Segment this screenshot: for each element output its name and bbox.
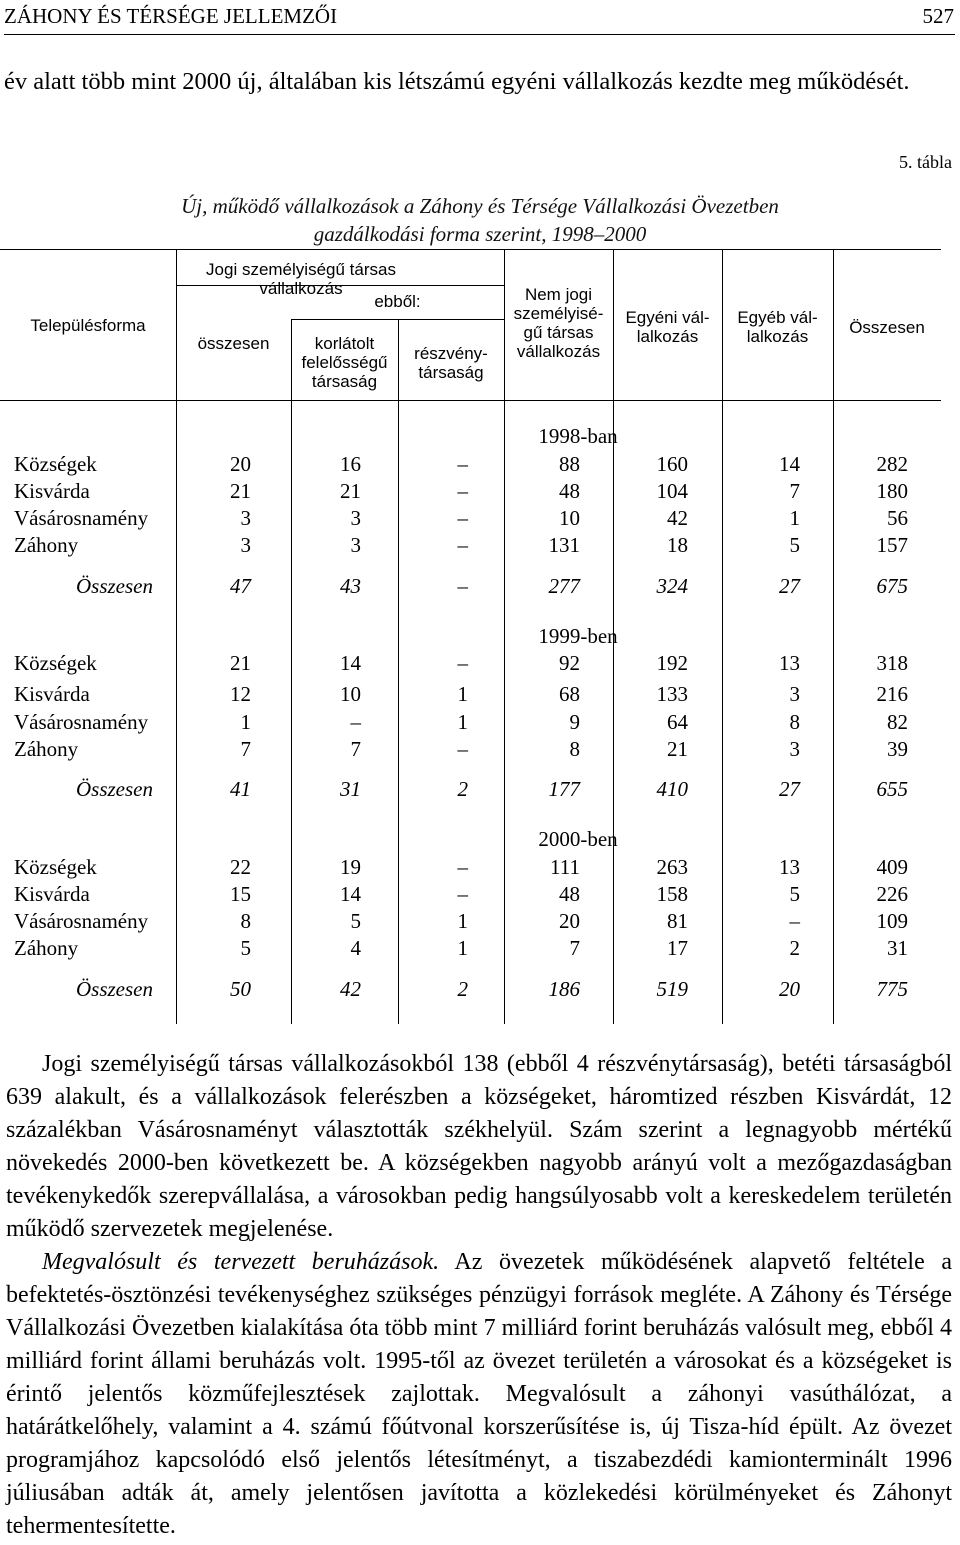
table-cell: 192 xyxy=(656,651,688,675)
header-ltd xyxy=(291,334,398,391)
table-cell: 410 xyxy=(656,777,688,801)
table-row xyxy=(0,533,960,559)
table-cell: 21 xyxy=(340,479,361,503)
table-cell: 180 xyxy=(876,479,908,503)
table-cell: 263 xyxy=(656,855,688,879)
body-text xyxy=(6,1048,952,1543)
table-cell: 81 xyxy=(667,909,688,933)
row-label: Községek xyxy=(14,651,97,675)
table-cell: 5 xyxy=(789,533,800,557)
table-cell: 3 xyxy=(789,737,800,761)
table-caption xyxy=(150,192,810,248)
table-cell: 8 xyxy=(789,710,800,734)
row-label: Községek xyxy=(14,855,97,879)
table-cell: 15 xyxy=(230,882,251,906)
paragraph-heading: Megvalósult és tervezett beruházások. xyxy=(42,1249,440,1275)
table-cell: 675 xyxy=(876,574,908,598)
table-cell: 4 xyxy=(350,936,361,960)
table-cell: 7 xyxy=(789,479,800,503)
table-cell: 3 xyxy=(789,682,800,706)
table-cell: 43 xyxy=(340,574,361,598)
table-cell: 131 xyxy=(548,533,580,557)
table-cell: 111 xyxy=(550,855,580,879)
row-label: Összesen xyxy=(76,777,153,801)
table-cell: 8 xyxy=(240,909,251,933)
header-ltd-line: társaság xyxy=(311,372,378,391)
table-cell: 186 xyxy=(548,977,580,1001)
table-total-row xyxy=(0,777,960,803)
table-cell: 14 xyxy=(779,452,800,476)
table-cell: – xyxy=(457,855,468,879)
table-cell: 20 xyxy=(230,452,251,476)
table-total-row xyxy=(0,574,960,600)
row-label: Záhony xyxy=(14,737,79,761)
page-header xyxy=(4,2,954,32)
table-cell: 3 xyxy=(350,533,361,557)
paragraph xyxy=(6,1246,952,1543)
header-nonlegal-line: gű társas xyxy=(523,323,594,342)
table-cell: 16 xyxy=(340,452,361,476)
table-cell: 92 xyxy=(559,651,580,675)
table-cell: 226 xyxy=(876,882,908,906)
table-row xyxy=(0,506,960,532)
header-individual-line: lalkozás xyxy=(636,327,699,346)
row-label: Kisvárda xyxy=(14,682,90,706)
table-cell: 19 xyxy=(340,855,361,879)
header-nonlegal-line: Nem jogi xyxy=(524,285,593,304)
table-cell: 158 xyxy=(656,882,688,906)
table-cell: 14 xyxy=(340,651,361,675)
page-number: 527 xyxy=(922,4,954,28)
table-number: 5. tábla xyxy=(899,152,952,172)
table-cell: 133 xyxy=(656,682,688,706)
table-cell: 13 xyxy=(779,855,800,879)
table-cell: 775 xyxy=(876,977,908,1001)
header-corporation xyxy=(398,344,504,382)
table-cell: – xyxy=(457,574,468,598)
caption-line-2: gazdálkodási forma szerint, 1998–2000 xyxy=(313,222,647,246)
table-row xyxy=(0,737,960,763)
table-cell: 31 xyxy=(887,936,908,960)
table-cell: 14 xyxy=(340,882,361,906)
table-row xyxy=(0,651,960,677)
table-cell: 68 xyxy=(559,682,580,706)
table-top-rule xyxy=(0,249,941,250)
header-ltd-line: korlátolt xyxy=(314,334,375,353)
table-cell: – xyxy=(789,909,800,933)
row-label: Záhony xyxy=(14,533,79,557)
table-cell: 8 xyxy=(569,737,580,761)
table-cell: 39 xyxy=(887,737,908,761)
table-row xyxy=(0,452,960,478)
table-cell: 3 xyxy=(240,533,251,557)
table-cell: – xyxy=(457,737,468,761)
table-cell: 2 xyxy=(457,977,468,1001)
row-label: Összesen xyxy=(76,977,153,1001)
row-label: Összesen xyxy=(76,574,153,598)
table-cell: 27 xyxy=(779,777,800,801)
table-cell: 1 xyxy=(457,909,468,933)
table-cell: 22 xyxy=(230,855,251,879)
paragraph: Jogi személyiségű társas vállalkozásokból 138 (ebből 4 részvénytársaság), betéti társaságból 639 alakult, és a vállalkozások felerészben a községeket, háromtized részben Kisvárdát, 12 százalékban Vásárosnaményt választották székhelyül. Szám szerint a legnagyobb mértékű növekedés 2000-ben következett be. A községekben nagyobb arányú volt a mezőgazdaságban tevékenykedők szerepvállalása, a városokban pedig hangsúlyosabb volt a kereskedelem területén működő szervezetek megjelenése. xyxy=(6,1051,952,1242)
table-cell: 216 xyxy=(876,682,908,706)
running-title: ZÁHONY ÉS TÉRSÉGE JELLEMZŐI xyxy=(4,4,338,28)
table-cell: 7 xyxy=(350,737,361,761)
table-cell: 18 xyxy=(667,533,688,557)
table-row xyxy=(0,710,960,736)
table-cell: 47 xyxy=(230,574,251,598)
table-cell: 277 xyxy=(548,574,580,598)
table-cell: 5 xyxy=(789,882,800,906)
header-total-legal: összesen xyxy=(197,334,270,353)
table-cell: 21 xyxy=(230,651,251,675)
table-cell: – xyxy=(350,710,361,734)
table-cell: 50 xyxy=(230,977,251,1001)
table-cell: 7 xyxy=(240,737,251,761)
table-cell: – xyxy=(457,506,468,530)
row-label: Kisvárda xyxy=(14,882,90,906)
table-cell: 7 xyxy=(569,936,580,960)
header-nonlegal-line: vállalkozás xyxy=(516,342,601,361)
header-corp-line: részvény- xyxy=(414,344,488,363)
row-label: Záhony xyxy=(14,936,79,960)
header-individual xyxy=(613,308,722,346)
table-row xyxy=(0,855,960,881)
table-cell: 10 xyxy=(559,506,580,530)
table-row xyxy=(0,682,960,708)
table-cell: – xyxy=(457,882,468,906)
table-cell: 1 xyxy=(457,936,468,960)
header-legal-group: Jogi személyiségű társas vállalkozás xyxy=(206,260,396,298)
header-other-line: lalkozás xyxy=(746,327,809,346)
header-rule xyxy=(4,34,955,35)
table-cell: 82 xyxy=(887,710,908,734)
table-row xyxy=(0,479,960,505)
caption-line-1: Új, működő vállalkozások a Záhony és Térsége Vállalkozási Övezetben xyxy=(181,194,779,218)
table-cell: 5 xyxy=(240,936,251,960)
table-cell: 1 xyxy=(240,710,251,734)
table-cell: 3 xyxy=(240,506,251,530)
row-label: Vásárosnamény xyxy=(14,909,149,933)
header-settlement: Településforma xyxy=(30,316,146,335)
table-cell: 318 xyxy=(876,651,908,675)
table-cell: 9 xyxy=(569,710,580,734)
header-nonlegal-line: személyisé- xyxy=(513,304,604,323)
table-cell: 42 xyxy=(667,506,688,530)
table-cell: 1 xyxy=(457,710,468,734)
table-cell: 2 xyxy=(457,777,468,801)
table-cell: 2 xyxy=(789,936,800,960)
row-label: Vásárosnamény xyxy=(14,506,149,530)
table-row xyxy=(0,936,960,962)
table-cell: 109 xyxy=(876,909,908,933)
header-other xyxy=(722,308,833,346)
paragraph-text: Az övezetek működésének alapvető feltétele a befektetés-ösztönzési tevékenységhez szükséges pénzügyi források megléte. A Záhony és Térsége Vállalkozási Övezetben kialakítása óta több mint 7 milliárd forint beruházás valósult meg, ebből 4 milliárd forint állami beruházás volt. 1995-től az övezet területén a városokat és a községeket is érintő jelentős közműfejlesztések zajlottak. Megvalósult a záhonyi vasúthálózat, a határátkelőhely, valamint a 4. számú főútvonal korszerűsítése is, új Tisza-híd épült. Az övezet programjához kapcsolódó első jelentős létesítményt, a tiszabezdédi kamionterminált 1996 júliusában adták át, amely jelentősen javította a közlekedési körülményeket és Záhonyt tehermentesítette. xyxy=(6,1249,952,1539)
table-row xyxy=(0,909,960,935)
table-cell: – xyxy=(457,479,468,503)
table-cell: 21 xyxy=(230,479,251,503)
intro-paragraph: év alatt több mint 2000 új, általában kis létszámú egyéni vállalkozás kezdte meg működését. xyxy=(4,68,910,95)
header-other-line: Egyéb vál- xyxy=(737,308,818,327)
year-label: 1998-ban xyxy=(538,424,618,448)
table-cell: 1 xyxy=(457,682,468,706)
header-individual-line: Egyéni vál- xyxy=(625,308,710,327)
table-cell: 88 xyxy=(559,452,580,476)
row-label: Községek xyxy=(14,452,97,476)
header-nonlegal xyxy=(504,285,613,361)
table-cell: – xyxy=(457,452,468,476)
header-grand-total: Összesen xyxy=(849,318,925,337)
table-cell: 42 xyxy=(340,977,361,1001)
header-bottom-rule xyxy=(0,400,941,401)
table-cell: – xyxy=(457,651,468,675)
table-cell: 160 xyxy=(656,452,688,476)
table-cell: 157 xyxy=(876,533,908,557)
year-label: 2000-ben xyxy=(538,827,618,851)
table-row xyxy=(0,882,960,908)
table-cell: 64 xyxy=(667,710,688,734)
table-cell: 177 xyxy=(548,777,580,801)
table-cell: 12 xyxy=(230,682,251,706)
header-corp-line: társaság xyxy=(418,363,484,382)
table-cell: 17 xyxy=(667,936,688,960)
table-cell: 3 xyxy=(350,506,361,530)
header-ltd-line: felelősségű xyxy=(301,353,388,372)
table-cell: 48 xyxy=(559,882,580,906)
table-cell: 282 xyxy=(876,452,908,476)
table-cell: 655 xyxy=(876,777,908,801)
table-cell: 409 xyxy=(876,855,908,879)
table-total-row xyxy=(0,977,960,1003)
table-cell: 56 xyxy=(887,506,908,530)
table-cell: 31 xyxy=(340,777,361,801)
table-cell: 13 xyxy=(779,651,800,675)
table-cell: 5 xyxy=(350,909,361,933)
table-cell: 519 xyxy=(656,977,688,1001)
header-of-which: ebből: xyxy=(374,292,421,311)
table-cell: 10 xyxy=(340,682,361,706)
table-cell: 324 xyxy=(656,574,688,598)
table-cell: – xyxy=(457,533,468,557)
table-cell: 20 xyxy=(779,977,800,1001)
year-label: 1999-ben xyxy=(538,624,618,648)
table-cell: 41 xyxy=(230,777,251,801)
table-cell: 21 xyxy=(667,737,688,761)
table-cell: 20 xyxy=(559,909,580,933)
row-label: Kisvárda xyxy=(14,479,90,503)
row-label: Vásárosnamény xyxy=(14,710,149,734)
table-cell: 27 xyxy=(779,574,800,598)
table-cell: 104 xyxy=(656,479,688,503)
table-cell: 48 xyxy=(559,479,580,503)
table-cell: 1 xyxy=(789,506,800,530)
